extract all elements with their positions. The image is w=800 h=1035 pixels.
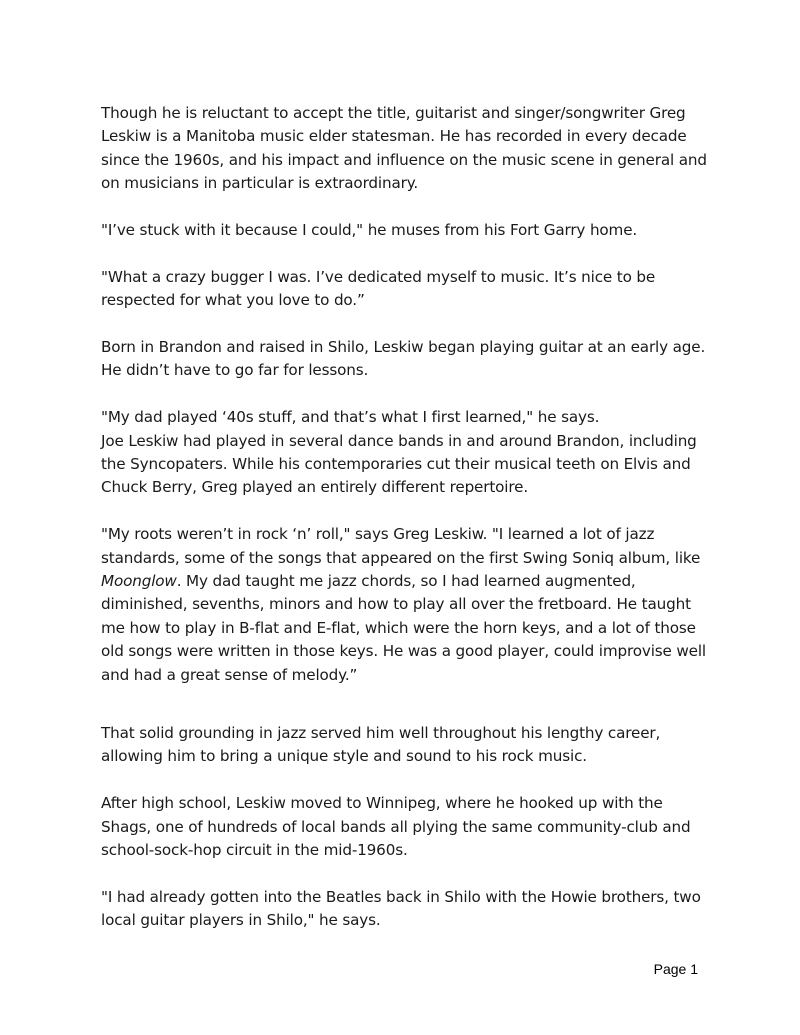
paragraph: "I’ve stuck with it because I could," he muses from his Fort Garry home. bbox=[101, 221, 638, 240]
paragraph: "What a crazy bugger I was. I’ve dedicated myself to music. It’s nice to be respected for what you love to do.” bbox=[101, 267, 656, 310]
paragraph: "I had already gotten into the Beatles back in Shilo with the Howie brothers, two local guitar players in Shilo," he says. bbox=[101, 887, 701, 930]
quote-text-before: "My roots weren’t in rock ‘n’ roll," says Greg Leskiw. "I learned a lot of jazz standards, some of the songs that appeared on the first Swing Soniq album, like bbox=[101, 525, 701, 567]
quote-text-after: . My dad taught me jazz chords, so I had learned augmented, diminished, sevenths, minors and how to play all over the fretboard. He taught me how to play in B-flat and E-flat, which were the horn keys, and a lot of those old songs were written in those keys. He was a good player, could improvise well and had a great sense of melody.” bbox=[101, 572, 707, 684]
quote-paragraph bbox=[101, 523, 713, 687]
paragraph: "My dad played ‘40s stuff, and that’s what I first learned," he says. Joe Leskiw had played in several dance bands in and around Brandon, including the Syncopaters. While his contemporaries cut their musical teeth on Elvis and Chuck Berry, Greg played an entirely different repertoire. bbox=[101, 408, 697, 497]
page-number: Page 1 bbox=[653, 961, 698, 977]
paragraph: That solid grounding in jazz served him well throughout his lengthy career, allowing him to bring a unique style and sound to his rock music. bbox=[101, 724, 661, 766]
paragraph: Though he is reluctant to accept the title, guitarist and singer/songwriter Greg Leskiw is a Manitoba music elder statesman. He has recorded in every decade since the 1960s, and his impact and influence on the music scene in general and on musicians in particular is extraordinary. bbox=[101, 104, 707, 193]
paragraph: After high school, Leskiw moved to Winnipeg, where he hooked up with the Shags, one of hundreds of local bands all plying the same community-club and school-sock-hop circuit in the mid-1960s. bbox=[101, 794, 691, 860]
paragraph: Born in Brandon and raised in Shilo, Leskiw began playing guitar at an early age. He didn’t have to go far for lessons. bbox=[101, 338, 706, 380]
body-text bbox=[101, 102, 713, 956]
song-title: Moonglow bbox=[101, 572, 177, 591]
